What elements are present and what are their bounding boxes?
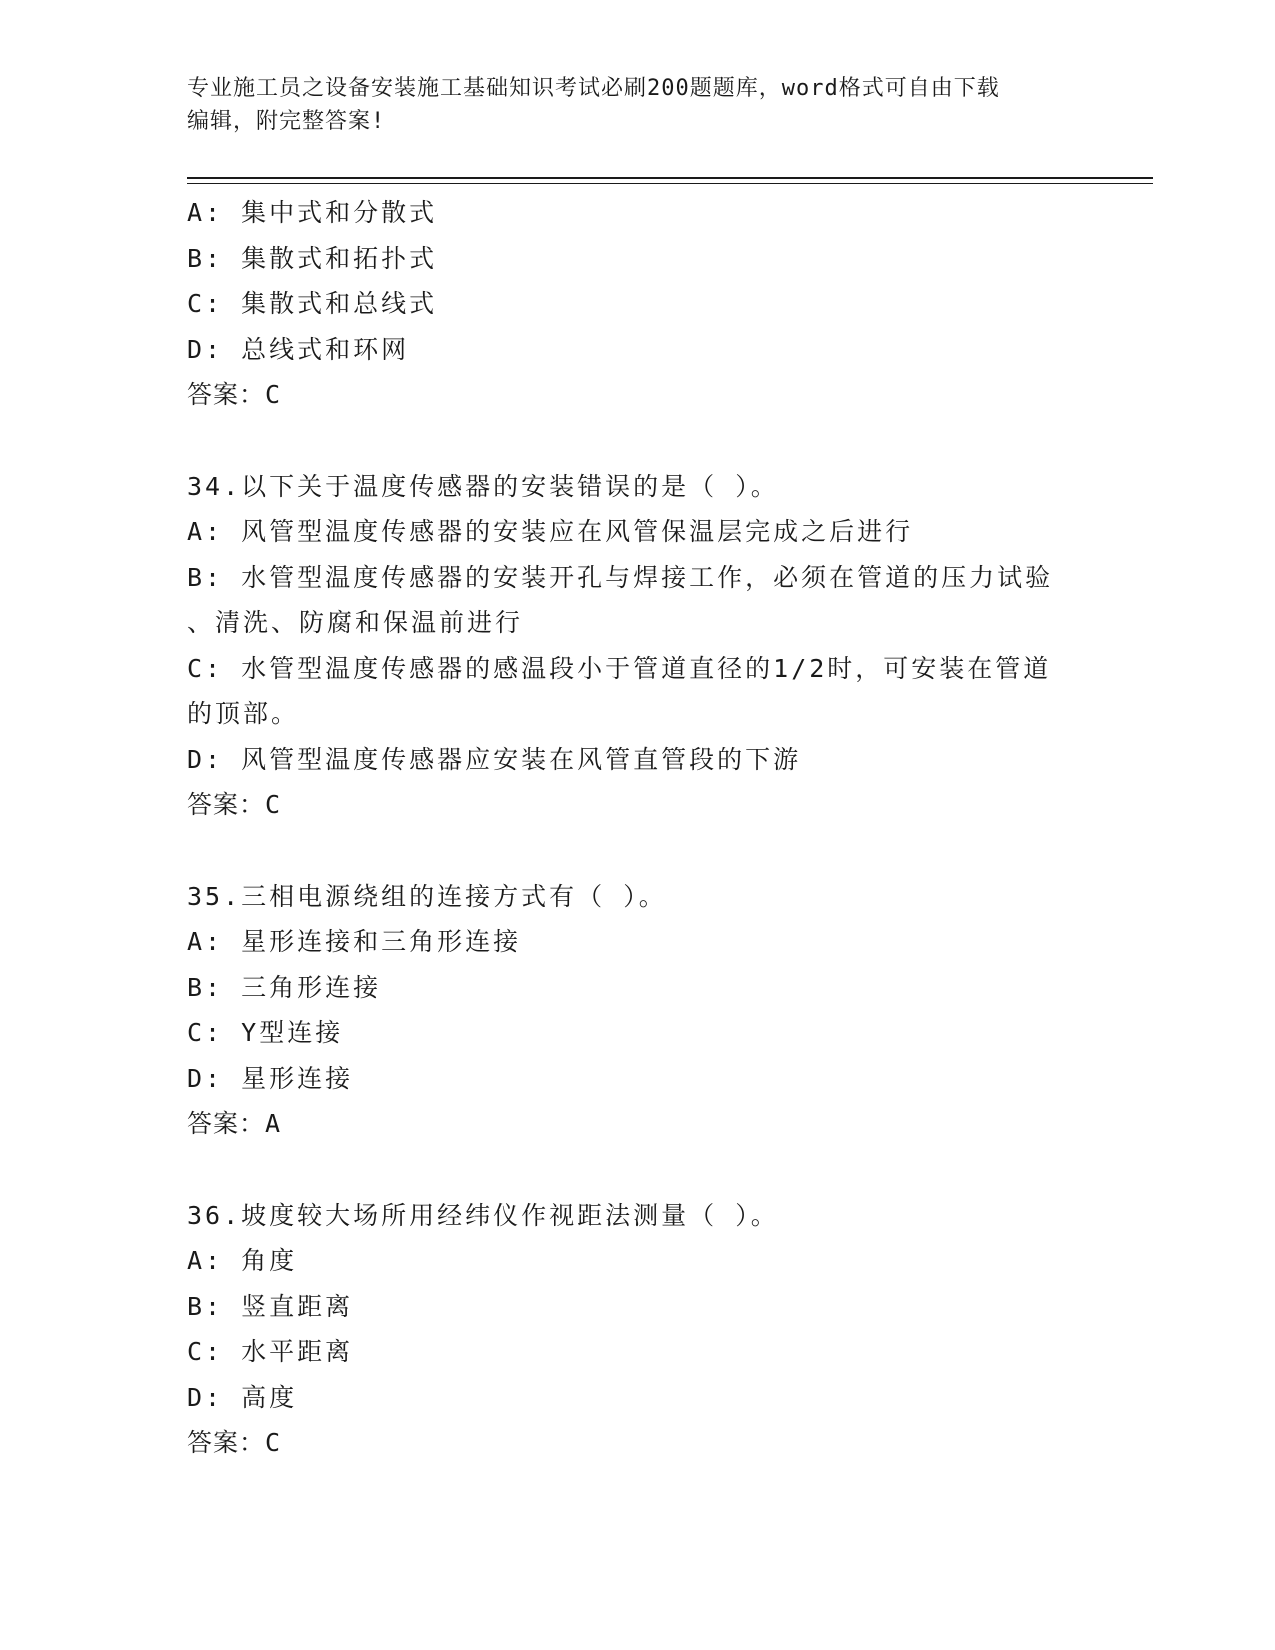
option-a: A: 集中式和分散式: [187, 198, 438, 227]
option-c-line-1: C: 水管型温度传感器的感温段小于管道直径的1/2时，可安装在管道: [187, 653, 1052, 683]
question-block-33: [187, 190, 1087, 418]
option-c: C: 水平距离: [187, 1337, 354, 1366]
spacer: [187, 418, 1087, 464]
question-block-35: [187, 874, 1087, 1147]
option-b-line-1: B: 水管型温度传感器的安装开孔与焊接工作，必须在管道的压力试验: [187, 562, 1054, 592]
header-divider-thin: [187, 183, 1153, 184]
document-header: [187, 72, 1087, 138]
option-b: B: 竖直距离: [187, 1291, 354, 1321]
option-b: B: 集散式和拓扑式: [187, 243, 438, 273]
option-c: C: Y型连接: [187, 1018, 344, 1047]
option-a: A: 角度: [187, 1246, 298, 1275]
question-block-34: [187, 464, 1087, 828]
option-d: D: 风管型温度传感器应安装在风管直管段的下游: [187, 744, 802, 774]
answer-line: 答案：A: [187, 1109, 282, 1138]
option-d: D: 高度: [187, 1382, 298, 1412]
option-d: D: 星形连接: [187, 1063, 354, 1093]
header-divider-thick: [187, 177, 1153, 179]
answer-line: 答案：C: [187, 790, 282, 819]
spacer: [187, 828, 1087, 874]
option-c: C: 集散式和总线式: [187, 289, 438, 318]
question-text: 35.三相电源绕组的连接方式有（ ）。: [187, 881, 667, 911]
option-b-line-2: 、清洗、防腐和保温前进行: [187, 608, 524, 637]
option-a: A: 风管型温度传感器的安装应在风管保温层完成之后进行: [187, 517, 914, 546]
question-text: 34.以下关于温度传感器的安装错误的是（ ）。: [187, 471, 779, 501]
option-a: A: 星形连接和三角形连接: [187, 927, 522, 956]
question-text: 36.坡度较大场所用经纬仪作视距法测量（ ）。: [187, 1200, 779, 1230]
header-title-line-1: 专业施工员之设备安装施工基础知识考试必刷200题题库，word格式可自由下载: [187, 76, 1000, 101]
question-block-36: [187, 1193, 1087, 1466]
option-c-line-2: 的顶部。: [187, 699, 300, 728]
question-list: [187, 190, 1087, 1466]
answer-line: 答案：C: [187, 380, 282, 409]
spacer: [187, 1147, 1087, 1193]
answer-line: 答案：C: [187, 1428, 282, 1457]
option-b: B: 三角形连接: [187, 972, 382, 1002]
header-title-line-2: 编辑，附完整答案!: [187, 109, 386, 134]
option-d: D: 总线式和环网: [187, 334, 410, 364]
